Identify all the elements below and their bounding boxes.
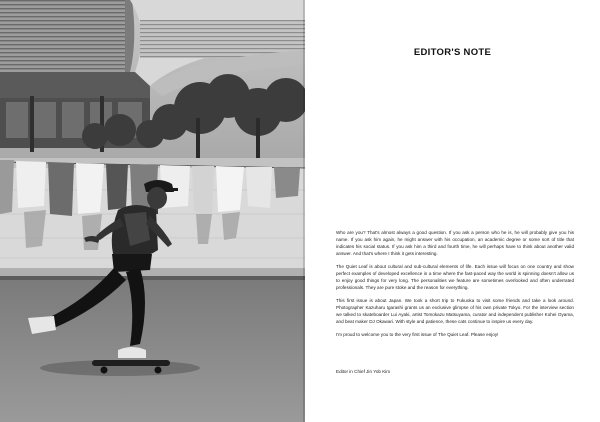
paragraph: This first issue is about Japan. We took a short trip to Fukuoka to visit some friends and take a look around. Photographer Kazuharu Igarashi grants us an exclusive glimpse of his own private Tokyo. For the interview section we talked to skateboarder Lui Ayaki, artist Tomokazu Matsuyama, curator and independent publisher Kohei Oyama, and beat maker DJ Okawari. With style and patience, these cats continue to inspire us every day.: [336, 297, 574, 325]
signature: Editor in Chief Jin Yob Kim: [336, 369, 391, 374]
paragraph: The Quiet Leaf is about cultural and sub-cultural elements of life. Each issue will focus on one country and show perfect examples of developed excellence in a time where the fast-paced way the world is spinning doesn't allow us to enjoy good things for very long. The personalities we feature are sometimes overlooked and often underrated professionals. They are pure stoke and the reason for everything.: [336, 263, 574, 291]
paragraph: Who are you? That's almost always a good question. If you ask a person who he is, he will probably give you his name. If you ask him again, he might answer with his occupation, an academic degree or some sort of title that indicates his social status. If you ask him a third and fourth time, he will perhaps have to think about another valid answer. And that's where I think it gets interesting.: [336, 230, 574, 257]
paragraph: I'm proud to welcome you to the very first issue of The Quiet Leaf. Please enjoy!: [336, 331, 499, 337]
body-copy: [336, 229, 574, 344]
page-title: EDITOR'S NOTE: [413, 47, 492, 58]
road: [0, 276, 305, 422]
text-page: [305, 0, 600, 422]
